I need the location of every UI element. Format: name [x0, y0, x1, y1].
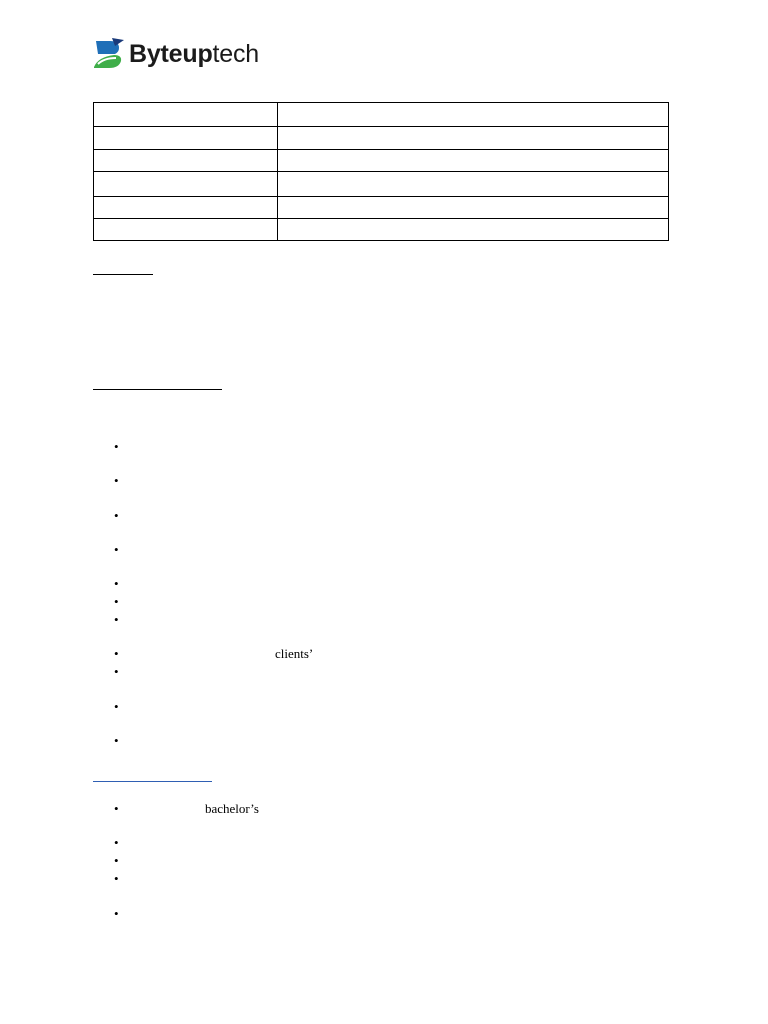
list-item	[114, 734, 634, 748]
list-item	[114, 474, 634, 488]
list-item	[114, 872, 634, 886]
list-item	[114, 854, 634, 868]
logo-wordmark-bold: Byteup	[129, 40, 213, 68]
requirements-heading	[93, 767, 212, 782]
table-label-cell	[94, 172, 278, 197]
table-row	[94, 172, 669, 197]
table-label-cell	[94, 219, 278, 241]
bullet-icon: •	[114, 835, 119, 850]
list-item	[114, 836, 634, 850]
list-item	[114, 802, 634, 816]
table-value-cell	[278, 197, 669, 219]
list-item	[114, 700, 634, 714]
list-item	[114, 907, 634, 921]
logo-wordmark-light: tech	[212, 40, 259, 68]
table-row	[94, 127, 669, 150]
table-value-cell	[278, 150, 669, 172]
bullet-icon: •	[114, 853, 119, 868]
company-logo	[92, 36, 259, 72]
overview-heading	[93, 260, 153, 275]
table-value-cell	[278, 172, 669, 197]
responsibilities-heading	[93, 375, 222, 390]
table-label-cell	[94, 150, 278, 172]
bullet-icon: •	[114, 473, 119, 488]
bullet-icon: •	[114, 699, 119, 714]
table-row	[94, 197, 669, 219]
bullet-icon: •	[114, 733, 119, 748]
bullet-icon: •	[114, 542, 119, 557]
bullet-icon: •	[114, 594, 119, 609]
bullet-icon: •	[114, 801, 119, 816]
table-value-cell	[278, 219, 669, 241]
bullet-icon: •	[114, 439, 119, 454]
list-item	[114, 595, 634, 609]
list-item	[114, 543, 634, 557]
bullet-icon: •	[114, 612, 119, 627]
list-item	[114, 613, 634, 627]
table-label-cell	[94, 197, 278, 219]
table-value-cell	[278, 127, 669, 150]
table-label-cell	[94, 127, 278, 150]
bullet-icon: •	[114, 646, 119, 661]
table-row	[94, 150, 669, 172]
table-row	[94, 103, 669, 127]
bullet-icon: •	[114, 508, 119, 523]
list-item	[114, 665, 634, 679]
byteuptech-logo-icon	[92, 37, 126, 71]
logo-wordmark	[129, 37, 259, 71]
list-item	[114, 440, 634, 454]
list-item-text: clients’	[275, 646, 314, 661]
list-item-text: bachelor’s	[205, 801, 259, 816]
list-item	[114, 577, 634, 591]
bullet-icon: •	[114, 871, 119, 886]
bullet-icon: •	[114, 664, 119, 679]
table-label-cell	[94, 103, 278, 127]
table-row	[94, 219, 669, 241]
bullet-icon: •	[114, 576, 119, 591]
list-item	[114, 647, 634, 661]
table-value-cell	[278, 103, 669, 127]
list-item	[114, 509, 634, 523]
bullet-icon: •	[114, 906, 119, 921]
job-info-table	[93, 102, 669, 241]
